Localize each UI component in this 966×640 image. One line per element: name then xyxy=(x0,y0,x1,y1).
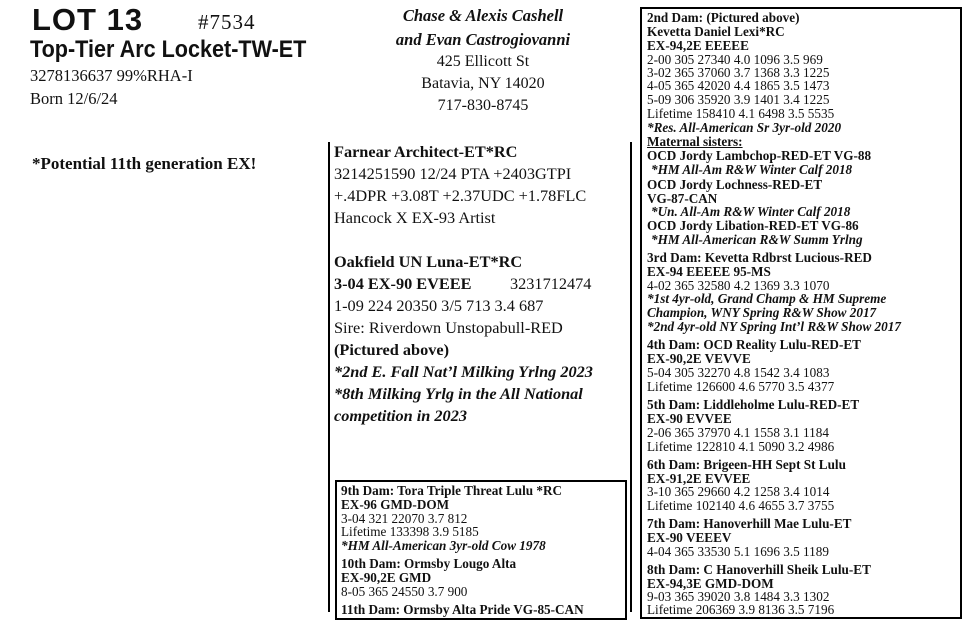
dam10-name: 10th Dam: Ormsby Lougo Alta xyxy=(341,556,517,571)
dam8-record: 9-03 365 39020 3.8 1484 3.3 1302 xyxy=(647,589,830,604)
dam7-score: EX-90 VEEEV xyxy=(647,530,732,545)
birth-date: Born 12/6/24 xyxy=(30,89,118,108)
sister-3: OCD Jordy Libation-RED-ET VG-86 xyxy=(647,218,859,233)
dam-class-score: 3-04 EX-90 EVEEE xyxy=(334,274,472,293)
dam3-name: 3rd Dam: Kevetta Rdbrst Lucious-RED xyxy=(647,250,872,265)
dam5-name: 5th Dam: Liddleholme Lulu-RED-ET xyxy=(647,397,860,412)
dam2-title: 2nd Dam: (Pictured above) xyxy=(647,10,800,25)
dam2-name: Kevetta Daniel Lexi*RC xyxy=(647,24,785,39)
consignor-name-1: Chase & Alexis Cashell xyxy=(402,6,564,25)
dam4-record: 5-04 305 32270 4.8 1542 3.4 1083 xyxy=(647,365,830,380)
dam3-award-3: *2nd 4yr-old NY Spring Int’l R&W Show 2017 xyxy=(647,319,901,334)
dam9-award: *HM All-American 3yr-old Cow 1978 xyxy=(341,538,546,553)
lot-label: LOT 13 xyxy=(32,2,144,37)
dam5-score: EX-90 EVVEE xyxy=(647,411,732,426)
dam2-record-3: 4-05 365 42020 4.4 1865 3.5 1473 xyxy=(647,78,830,93)
lot-number: #7534 xyxy=(198,10,256,34)
maternal-sisters-header: Maternal sisters: xyxy=(647,134,743,149)
animal-name: Top-Tier Arc Locket-TW-ET xyxy=(30,36,307,63)
dam4-lifetime: Lifetime 126600 4.6 5770 3.5 4377 xyxy=(647,379,835,394)
dam9-lifetime: Lifetime 133398 3.9 5185 xyxy=(341,524,479,539)
dam2-award: *Res. All-American Sr 3yr-old 2020 xyxy=(647,120,842,135)
dam3-record: 4-02 365 32580 4.2 1369 3.3 1070 xyxy=(647,278,830,293)
registration: 3278136637 99%RHA-I xyxy=(30,66,193,85)
sire-line-2: +.4DPR +3.08T +2.37UDC +1.78FLC xyxy=(334,186,587,205)
consignor-city: Batavia, NY 14020 xyxy=(421,75,545,92)
consignor-phone: 717-830-8745 xyxy=(437,97,529,114)
dam2-record-4: 5-09 306 35920 3.9 1401 3.4 1225 xyxy=(647,92,830,107)
dam-registration: 3231712474 xyxy=(510,274,592,293)
dam8-name: 8th Dam: C Hanoverhill Sheik Lulu-ET xyxy=(647,562,871,577)
highlight-note: *Potential 11th generation EX! xyxy=(32,154,257,173)
consignor-name-2: and Evan Castrogiovanni xyxy=(395,30,571,49)
dam6-name: 6th Dam: Brigeen-HH Sept St Lulu xyxy=(647,457,846,472)
dam5-record: 2-06 365 37970 4.1 1558 3.1 1184 xyxy=(647,425,829,440)
sister-1-award: *HM All-Am R&W Winter Calf 2018 xyxy=(651,162,853,177)
dam2-score: EX-94,2E EEEEE xyxy=(647,38,749,53)
dam6-score: EX-91,2E EVVEE xyxy=(647,471,751,486)
dam7-name: 7th Dam: Hanoverhill Mae Lulu-ET xyxy=(647,516,852,531)
dam2-lifetime: Lifetime 158410 4.1 6498 3.5 5535 xyxy=(647,106,835,121)
sire-line-1: 3214251590 12/24 PTA +2403GTPI xyxy=(334,164,572,183)
dam6-lifetime: Lifetime 102140 4.6 4655 3.7 3755 xyxy=(647,498,835,513)
dam-sire: Sire: Riverdown Unstopabull-RED xyxy=(334,318,563,337)
dam-award-2b: competition in 2023 xyxy=(334,406,467,425)
dam7-record: 4-04 365 33530 5.1 1696 3.5 1189 xyxy=(647,544,829,559)
sister-3-award: *HM All-American R&W Summ Yrlng xyxy=(651,232,863,247)
consignor-street: 425 Ellicott St xyxy=(436,53,530,70)
dam-pictured-note: (Pictured above) xyxy=(334,340,450,359)
dam8-score: EX-94,3E GMD-DOM xyxy=(647,576,774,591)
dam-award-1: *2nd E. Fall Nat’l Milking Yrlng 2023 xyxy=(334,362,593,381)
sister-2-score: VG-87-CAN xyxy=(647,191,718,206)
sister-2-award: *Un. All-Am R&W Winter Calf 2018 xyxy=(651,204,851,219)
dam4-score: EX-90,2E VEVVE xyxy=(647,351,751,366)
dam10-record: 8-05 365 24550 3.7 900 xyxy=(341,584,468,599)
sister-2: OCD Jordy Lochness-RED-ET xyxy=(647,177,823,192)
dam-name: Oakfield UN Luna-ET*RC xyxy=(334,252,523,271)
dam9-record: 3-04 321 22070 3.7 812 xyxy=(341,511,468,526)
sire-line-3: Hancock X EX-93 Artist xyxy=(334,208,496,227)
dam5-lifetime: Lifetime 122810 4.1 5090 3.2 4986 xyxy=(647,439,835,454)
dam9-name: 9th Dam: Tora Triple Threat Lulu *RC xyxy=(341,483,563,498)
dam3-award-1: *1st 4yr-old, Grand Champ & HM Supreme xyxy=(647,291,887,306)
dam10-score: EX-90,2E GMD xyxy=(341,570,432,585)
dam11-name: 11th Dam: Ormsby Alta Pride VG-85-CAN xyxy=(341,602,584,617)
dam3-award-2: Champion, WNY Spring R&W Show 2017 xyxy=(647,305,877,320)
dam2-record-1: 2-00 305 27340 4.0 1096 3.5 969 xyxy=(647,52,823,67)
dam4-name: 4th Dam: OCD Reality Lulu-RED-ET xyxy=(647,337,861,352)
dam-record: 1-09 224 20350 3/5 713 3.4 687 xyxy=(334,296,544,315)
dam-award-2a: *8th Milking Yrlg in the All National xyxy=(334,384,583,403)
dam3-score: EX-94 EEEEE 95-MS xyxy=(647,264,771,279)
dam6-record: 3-10 365 29660 4.2 1258 3.4 1014 xyxy=(647,484,830,499)
dam8-lifetime: Lifetime 206369 3.9 8136 3.5 7196 xyxy=(647,602,835,617)
dam2-record-2: 3-02 365 37060 3.7 1368 3.3 1225 xyxy=(647,65,830,80)
dam9-score: EX-96 GMD-DOM xyxy=(341,497,450,512)
sire-name: Farnear Architect-ET*RC xyxy=(334,142,518,161)
sister-1: OCD Jordy Lambchop-RED-ET VG-88 xyxy=(647,148,872,163)
